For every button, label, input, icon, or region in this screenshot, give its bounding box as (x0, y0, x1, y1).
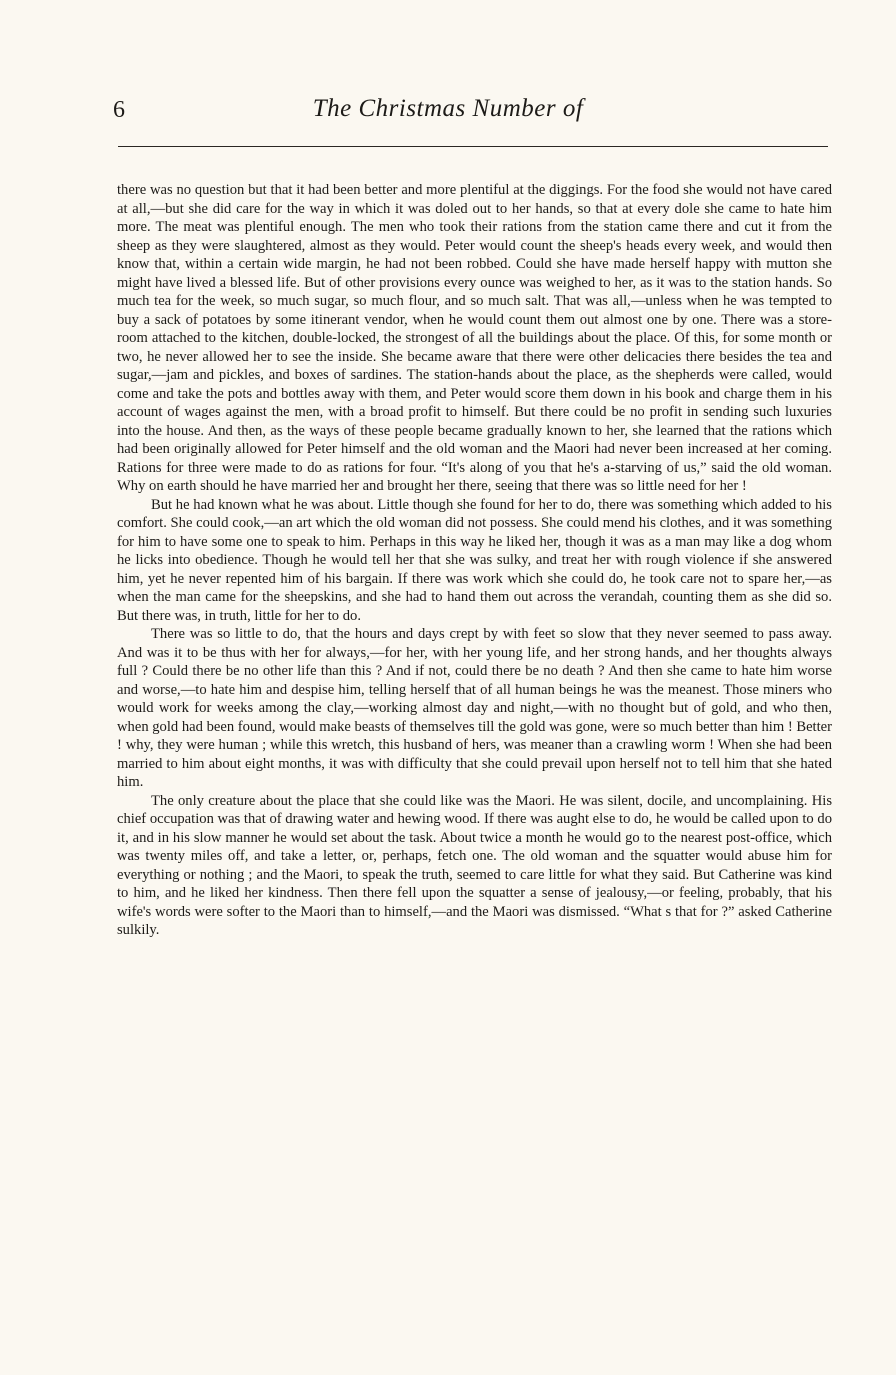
paragraph-3: There was so little to do, that the hours and days crept by with feet so slow that they never seemed to pass away. And was it to be thus with her for always,—for her, with her young life, and her strong hands, and her thoughts always full ? Could there be no other life than this ? And if not, could there be no death ? And then she came to hate him worse and worse,—to hate him and despise him, telling herself that of all human beings he was the meanest. Those miners who would work for weeks among the clay,—working almost day and night,—with no thought but of gold, and who then, when gold had been found, would make beasts of themselves till the gold was gone, were so much better than him ! Better ! why, they were human ; while this wretch, this husband of hers, was meaner than a crawling worm ! When she had been married to him about eight months, it was with difficulty that she could prevail upon herself not to tell him that she hated him. (117, 626, 832, 790)
paragraph-4: The only creature about the place that she could like was the Maori. He was silent, docile, and uncomplaining. His chief occupation was that of drawing water and hewing wood. If there was aught else to do, he would be called upon to do it, and in his slow manner he would set about the task. About twice a month he would go to the nearest post-office, which was twenty miles off, and take a letter, or, perhaps, fetch one. The old woman and the squatter would abuse him for everything or nothing ; and the Maori, to speak the truth, seemed to care little for what they said. But Catherine was kind to him, and he liked her kindness. Then there fell upon the squatter a sense of jealousy,—or feeling, probably, that his wife's words were softer to the Maori than to himself,—and the Maori was dismissed. “What s that for ?” asked Catherine sulkily. (117, 792, 832, 938)
paragraph-1: there was no question but that it had been better and more plentiful at the diggings. For the food she would not have cared at all,—but she did care for the way in which it was doled out to her hands, so that at every dole she came to hate him more. The meat was plentiful enough. The men who took their rations from the station came there and cut it from the sheep as they were slaughtered, almost as they would. Peter would count the sheep's heads every week, and would then know that, within a certain wide margin, he had not been robbed. Could she have made herself happy with mutton she might have lived a blessed life. But of other provisions every ounce was weighed to her, as it was to the station hands. So much tea for the week, so much sugar, so much flour, and so much salt. That was all,—unless when he was tempted to buy a sack of potatoes by some itinerant vendor, when he would count them out almost one by one. There was a store-room attached to the kitchen, double-locked, the strongest of all the buildings about the place. Of this, for some month or two, he never allowed her to see the inside. She became aware that there were other delicacies there besides the tea and sugar,—jam and pickles, and boxes of sardines. The station-hands about the place, as the shepherds were called, would come and take the pots and bottles away with them, and Peter would score them down in his book and charge them in his account of wages against the men, with a broad profit to himself. But there could be no profit in sending such luxuries into the house. And then, as the ways of these people became gradually known to her, she learned that the rations which had been originally allowed for Peter himself and the old woman and the Maori had never been increased at her coming. Rations for three were made to do as rations for four. “It's along of you that he's a-starving of us,” said the old woman. Why on earth should he have married her and brought her there, seeing that there was so little need for her ! (117, 182, 832, 494)
paragraph-2: But he had known what he was about. Little though she found for her to do, there was something which added to his comfort. She could cook,—an art which the old woman did not possess. She could mend his clothes, and it was something for him to have some one to speak to him. Perhaps in this way he liked her, though it was as a man may like a dog whom he licks into obedience. Though he would tell her that she was sulky, and treat her with rough violence if she answered him, yet he never repented him of his bargain. If there was work which she could do, he took care not to spare her,—as when the man came for the sheepskins, and she had to hand them out across the verandah, counting them as she did so. But there was, in truth, little for her to do. (117, 496, 832, 624)
body-text (117, 181, 832, 940)
running-title: The Christmas Number of (312, 95, 584, 122)
header-rule (118, 146, 828, 147)
page-number: 6 (113, 97, 125, 123)
